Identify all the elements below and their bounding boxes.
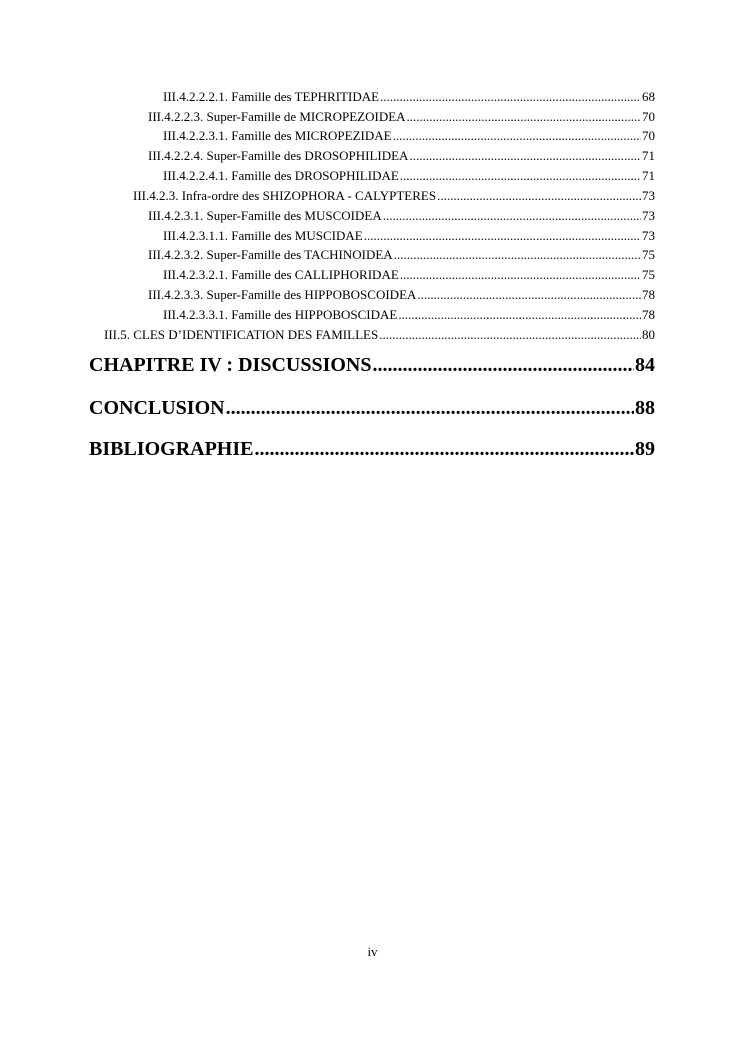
toc-entry-page: 70 [642, 128, 655, 143]
toc-entry-label: III.4.2.2.3.1. Famille des MICROPEZIDAE [163, 128, 392, 143]
toc-entry-page: 70 [642, 109, 655, 124]
toc-chapter-page: 88 [635, 397, 655, 419]
dot-leader [400, 168, 641, 184]
dot-leader [380, 89, 641, 105]
toc-entry-label: III.5. CLES D’IDENTIFICATION DES FAMILLES [104, 327, 379, 342]
toc-entry-page: 73 [642, 208, 655, 223]
dot-leader [254, 437, 634, 461]
dot-leader [409, 148, 641, 164]
toc-entry[interactable] [163, 267, 655, 285]
toc-entry-label: III.4.2.3.2.1. Famille des CALLIPHORIDAE [163, 267, 399, 282]
dot-leader [400, 267, 641, 283]
dot-leader [393, 128, 641, 144]
toc-entry-label: III.4.2.3.1.1. Famille des MUSCIDAE [163, 228, 363, 243]
toc-entry-page: 80 [642, 327, 655, 342]
toc-entry-label: III.4.2.2.2.1. Famille des TEPHRITIDAE [163, 89, 380, 104]
toc-entry[interactable] [148, 109, 655, 127]
dot-leader [398, 307, 641, 323]
toc-entry[interactable] [148, 287, 655, 305]
toc-entry-label: III.4.2.2.4. Super-Famille des DROSOPHILIDEA [148, 148, 409, 163]
toc-entry-page: 71 [642, 148, 655, 163]
toc-entry-page: 73 [642, 228, 655, 243]
page-number: iv [367, 944, 378, 959]
toc-chapter-page: 89 [635, 438, 655, 460]
dot-leader [379, 327, 641, 343]
toc-chapter-page: 84 [635, 354, 655, 376]
toc-entry[interactable] [163, 168, 655, 186]
toc-chapter[interactable] [89, 396, 655, 422]
toc-chapter-label: CHAPITRE IV : DISCUSSIONS [89, 354, 372, 376]
toc-entry-label: III.4.2.3. Infra-ordre des SHIZOPHORA - CALYPTERES [133, 188, 437, 203]
dot-leader [383, 208, 641, 224]
toc-entry-label: III.4.2.3.3.1. Famille des HIPPOBOSCIDAE [163, 307, 398, 322]
toc-entry-label: III.4.2.2.4.1. Famille des DROSOPHILIDAE [163, 168, 399, 183]
dot-leader [407, 109, 641, 125]
toc-entry-label: III.4.2.3.3. Super-Famille des HIPPOBOSCOIDEA [148, 287, 417, 302]
dot-leader [372, 353, 634, 377]
toc-entry[interactable] [148, 247, 655, 265]
toc-entry[interactable] [133, 188, 655, 206]
toc-entry[interactable] [104, 327, 655, 345]
toc-entry[interactable] [163, 128, 655, 146]
toc-entry-label: III.4.2.3.1. Super-Famille des MUSCOIDEA [148, 208, 382, 223]
dot-leader [364, 228, 641, 244]
toc-entry-page: 75 [642, 267, 655, 282]
toc-entry[interactable] [163, 307, 655, 325]
toc-entry-label: III.4.2.3.2. Super-Famille des TACHINOIDEA [148, 247, 393, 262]
toc-entry[interactable] [148, 208, 655, 226]
toc-entry[interactable] [163, 89, 655, 107]
toc-entry-label: III.4.2.2.3. Super-Famille de MICROPEZOIDEA [148, 109, 406, 124]
dot-leader [394, 247, 641, 263]
toc-entry-page: 68 [642, 89, 655, 104]
toc-entry-page: 73 [642, 188, 655, 203]
toc-entry-page: 71 [642, 168, 655, 183]
dot-leader [226, 396, 634, 420]
toc-chapter[interactable] [89, 437, 655, 463]
toc-entry-page: 78 [642, 287, 655, 302]
toc-entry[interactable] [163, 228, 655, 246]
dot-leader [417, 287, 641, 303]
toc-entry[interactable] [148, 148, 655, 166]
toc-entry-page: 75 [642, 247, 655, 262]
toc-chapter-label: BIBLIOGRAPHIE [89, 438, 254, 460]
toc-entry-page: 78 [642, 307, 655, 322]
toc-chapter-label: CONCLUSION [89, 397, 225, 419]
dot-leader [437, 188, 641, 204]
toc-chapter[interactable] [89, 353, 655, 379]
